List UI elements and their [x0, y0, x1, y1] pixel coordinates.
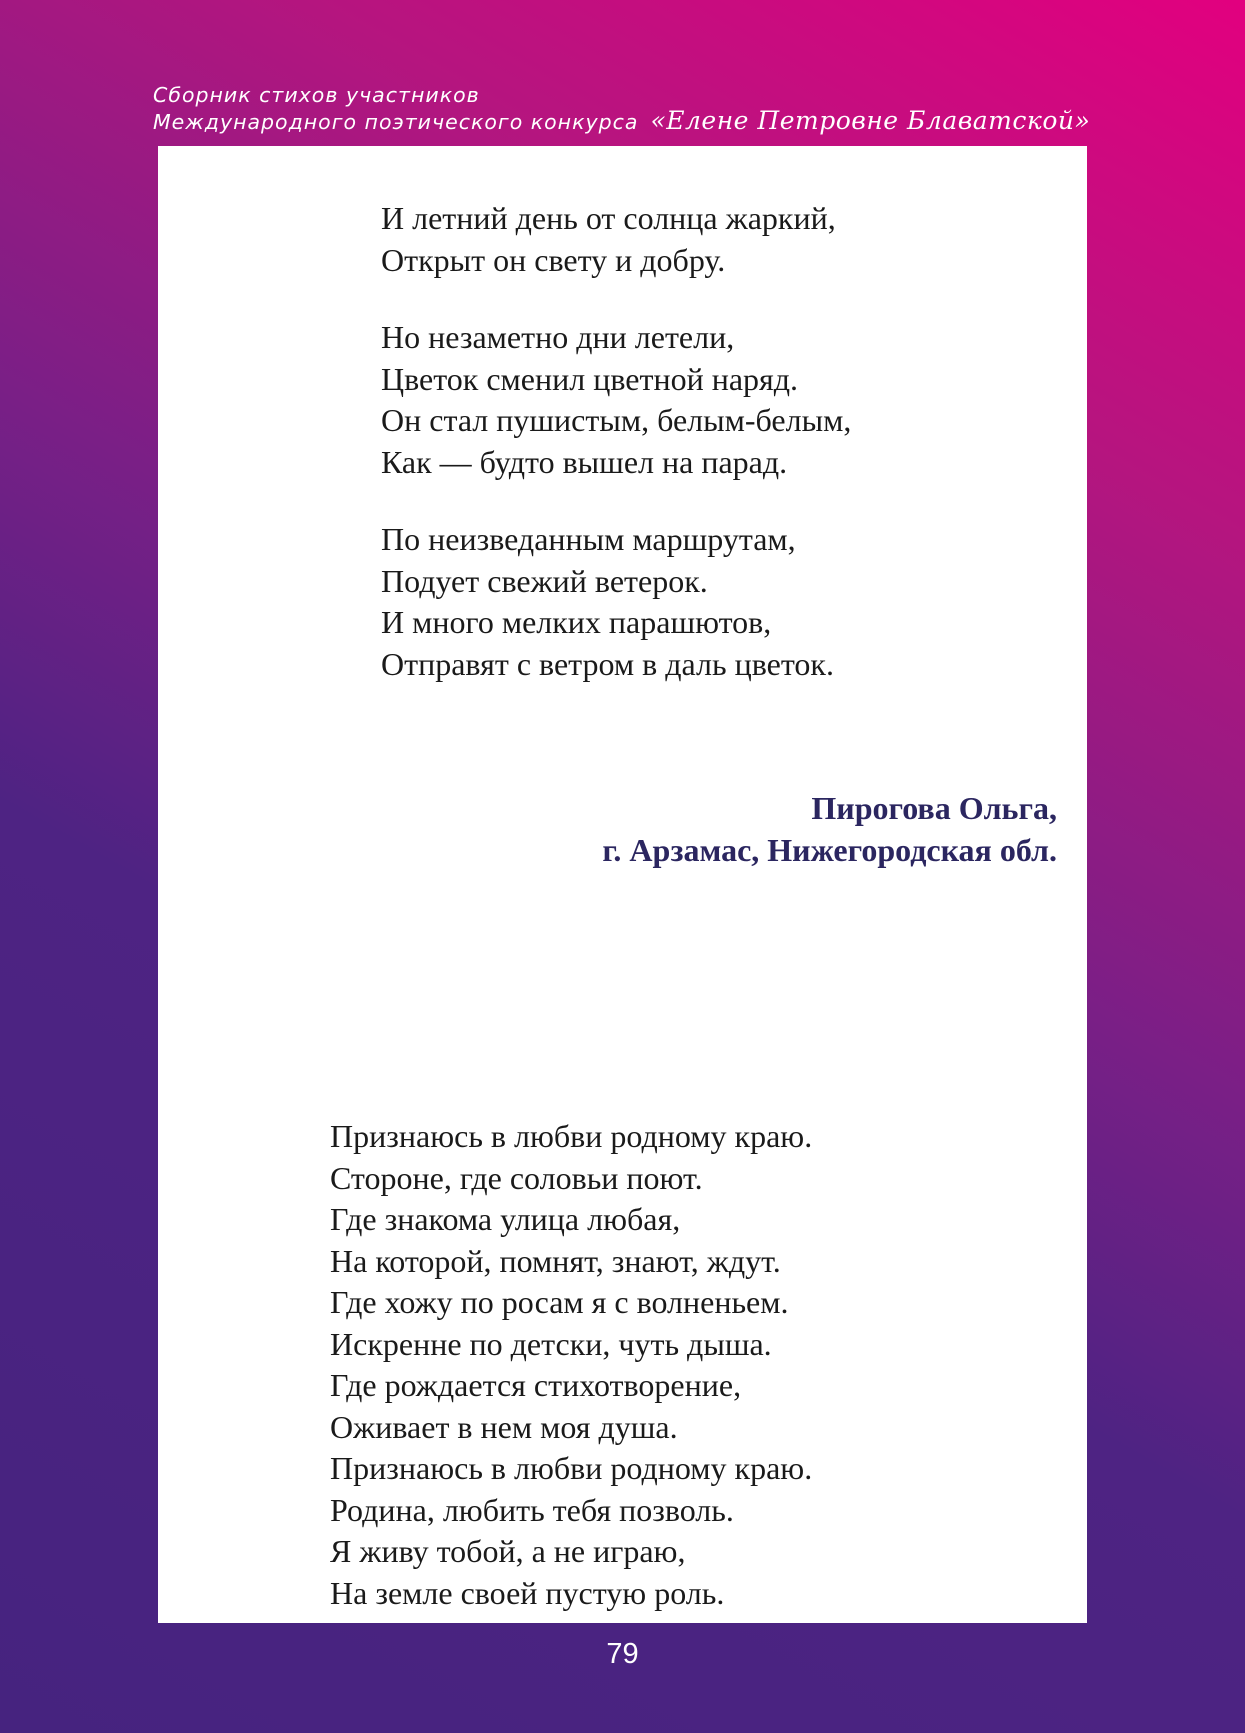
- poem-line: Я живу тобой, а не играю,: [330, 1533, 686, 1569]
- poem-line: И много мелких парашютов,: [381, 604, 772, 640]
- poem-line: Где хожу по росам я с волненьем.: [330, 1284, 789, 1320]
- poem-line: И летний день от солнца жаркий,: [381, 200, 836, 236]
- poem-line: На которой, помнят, знают, ждут.: [330, 1242, 781, 1279]
- poem-line: Искренне по детски, чуть дыша.: [330, 1325, 772, 1362]
- poem-line: Он стал пушистым, белым-белым,: [381, 402, 852, 438]
- poem-line: Где рождается стихотворение,: [330, 1367, 742, 1403]
- page-number: 79: [606, 1638, 639, 1670]
- stanza: [381, 317, 851, 483]
- poem-line: Открыт он свету и добру.: [381, 241, 726, 278]
- poem-line: Подует свежий ветерок.: [381, 562, 708, 599]
- header-contest-line: [153, 108, 1093, 135]
- poem-line: Признаюсь в любви родному краю.: [330, 1118, 813, 1154]
- poem-line: Как — будто вышел на парад.: [381, 443, 788, 480]
- poem-line: Оживает в нем моя душа.: [330, 1408, 678, 1445]
- header-collection-title: Сборник стихов участников: [153, 83, 480, 107]
- poem-line: Цветок сменил цветной наряд.: [381, 360, 799, 397]
- stanza: [381, 519, 851, 685]
- poem-line: Где знакома улица любая,: [330, 1201, 681, 1237]
- poem-second: [330, 1116, 812, 1614]
- poem-line: По неизведанным маршрутам,: [381, 521, 796, 557]
- poem-line: Стороне, где соловьи поют.: [330, 1159, 703, 1196]
- poem-line: Признаюсь в любви родному краю.: [330, 1450, 813, 1486]
- running-header: [153, 82, 1093, 135]
- page-content: [158, 146, 1087, 1623]
- poem-first: [381, 198, 851, 721]
- stanza: [381, 198, 851, 281]
- poem-line: Родина, любить тебя позволь.: [330, 1491, 734, 1528]
- author-name: Пирогова Ольга,: [811, 790, 1057, 826]
- poem-line: Отправят с ветром в даль цветок.: [381, 645, 834, 682]
- poem-line: На земле своей пустую роль.: [330, 1574, 725, 1611]
- poem-line: Но незаметно дни летели,: [381, 319, 735, 355]
- author-location: г. Арзамас, Нижегородская обл.: [602, 831, 1057, 868]
- header-contest-label: Международного поэтического конкурса: [153, 110, 639, 134]
- author-signature: [602, 788, 1057, 871]
- header-contest-name: «Елене Петровне Блаватской»: [650, 106, 1091, 135]
